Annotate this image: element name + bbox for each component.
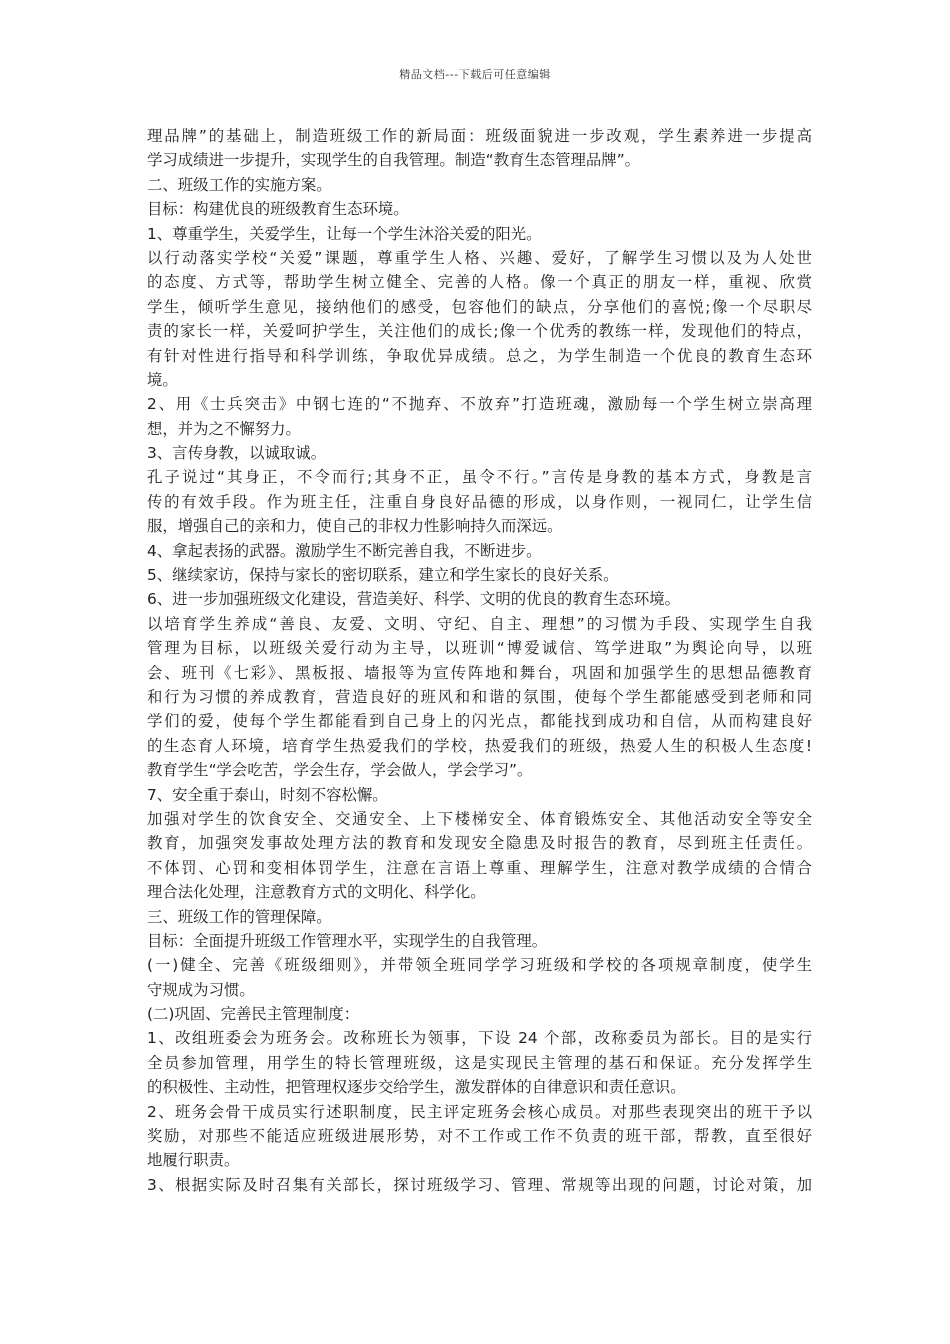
text-line: 不体罚、心罚和变相体罚学生，注意在言语上尊重、理解学生，注意对教学成绩的合情合 (147, 858, 812, 877)
text-line: 和行为习惯的养成教育，营造良好的班风和和谐的氛围，使每个学生都能感受到老师和同 (147, 687, 812, 706)
text-line: 学们的爱，使每个学生都能看到自己身上的闪光点，都能找到成功和自信，从而构建良好 (147, 712, 812, 731)
text-line: 会、班刊《七彩》、黑板报、墙报等为宣传阵地和舞台，巩固和加强学生的思想品德教育 (147, 663, 812, 682)
text-line: 传的有效手段。作为班主任，注重自身良好品德的形成，以身作则，一视同仁，让学生信 (147, 492, 812, 511)
text-line: 以行动落实学校“关爱”课题，尊重学生人格、兴趣、爱好，了解学生习惯以及为人处世 (147, 248, 812, 267)
text-line: 有针对性进行指导和科学训练，争取优异成绩。总之，为学生制造一个优良的教育生态环 (147, 346, 812, 365)
text-line: 三、班级工作的管理保障。 (147, 907, 332, 926)
text-line: 以培育学生养成“善良、友爱、文明、守纪、自主、理想”的习惯为手段、实现学生自我 (147, 614, 812, 633)
text-line: 二、班级工作的实施方案。 (147, 175, 332, 194)
text-line: 责的家长一样，关爱呵护学生，关注他们的成长;像一个优秀的教练一样，发现他们的特点， (147, 322, 812, 341)
text-line: 孔子说过“其身正，不令而行;其身不正，虽令不行。”言传是身教的基本方式，身教是言 (147, 468, 812, 487)
text-line: 管理为目标，以班级关爱行动为主导，以班训“博爱诚信、笃学进取”为舆论向导，以班 (147, 639, 812, 658)
text-line: (一)健全、完善《班级细则》，并带领全班同学学习班级和学校的各项规章制度，使学生 (147, 956, 812, 975)
text-line: 教育学生“学会吃苦，学会生存，学会做人，学会学习”。 (147, 761, 533, 780)
text-line: 目标：构建优良的班级教育生态环境。 (147, 200, 409, 219)
text-line: 6、进一步加强班级文化建设，营造美好、科学、文明的优良的教育生态环境。 (147, 590, 681, 609)
text-line: 境。 (147, 370, 178, 389)
text-line: 5、继续家访，保持与家长的密切联系，建立和学生家长的良好关系。 (147, 566, 619, 585)
text-line: 3、根据实际及时召集有关部长，探讨班级学习、管理、常规等出现的问题，讨论对策，加 (147, 1175, 812, 1194)
text-line: 目标：全面提升班级工作管理水平，实现学生的自我管理。 (147, 931, 548, 950)
text-line: 理品牌”的基础上，制造班级工作的新局面：班级面貌进一步改观，学生素养进一步提高 (147, 127, 812, 145)
text-line: 服，增强自己的亲和力，使自己的非权力性影响持久而深远。 (147, 517, 563, 536)
page-header: 精品文档---下载后可任意编辑 (399, 68, 551, 81)
document-body (147, 124, 812, 1197)
text-line: 学习成绩进一步提升，实现学生的自我管理。制造“教育生态管理品牌”。 (147, 151, 641, 170)
text-line: 教育，加强突发事故处理方法的教育和发现安全隐患及时报告的教育，尽到班主任责任。 (147, 834, 812, 853)
text-line: 2、用《士兵突击》中钢七连的“不抛弃、不放弃”打造班魂，激励每一个学生树立崇高理 (147, 395, 812, 414)
text-line: (二)巩固、完善民主管理制度： (147, 1005, 360, 1024)
text-line: 4、拿起表扬的武器。激励学生不断完善自我，不断进步。 (147, 541, 542, 560)
text-line: 学生，倾听学生意见，接纳他们的感受，包容他们的缺点，分享他们的喜悦;像一个尽职尽 (147, 297, 812, 316)
text-line: 加强对学生的饮食安全、交通安全、上下楼梯安全、体育锻炼安全、其他活动安全等安全 (147, 809, 812, 828)
text-line: 理合法化处理，注意教育方式的文明化、科学化。 (147, 883, 486, 902)
text-line: 想，并为之不懈努力。 (147, 419, 301, 438)
text-line: 1、尊重学生，关爱学生，让每一个学生沐浴关爱的阳光。 (147, 224, 542, 243)
text-line: 的态度、方式等，帮助学生树立健全、完善的人格。像一个真正的朋友一样，重视、欣赏 (147, 273, 812, 292)
text-line: 1、改组班委会为班务会。改称班长为领事，下设 24 个部，改称委员为部长。目的是实行 (147, 1029, 812, 1048)
text-line: 奖励，对那些不能适应班级进展形势，对不工作或工作不负责的班干部，帮教，直至很好 (147, 1127, 812, 1146)
text-line: 7、安全重于泰山，时刻不容松懈。 (147, 785, 388, 804)
text-line: 的生态育人环境，培育学生热爱我们的学校，热爱我们的班级，热爱人生的积极人生态度! (147, 736, 812, 755)
text-line: 3、言传身教，以诚取诚。 (147, 444, 327, 463)
text-line: 2、班务会骨干成员实行述职制度，民主评定班务会核心成员。对那些表现突出的班干予以 (147, 1102, 812, 1121)
text-line: 全员参加管理，用学生的特长管理班级，这是实现民主管理的基石和保证。充分发挥学生 (147, 1053, 812, 1072)
text-line: 地履行职责。 (147, 1151, 240, 1170)
text-line: 的积极性、主动性，把管理权逐步交给学生，激发群体的自律意识和责任意识。 (147, 1078, 686, 1097)
text-line: 守规成为习惯。 (147, 980, 255, 999)
